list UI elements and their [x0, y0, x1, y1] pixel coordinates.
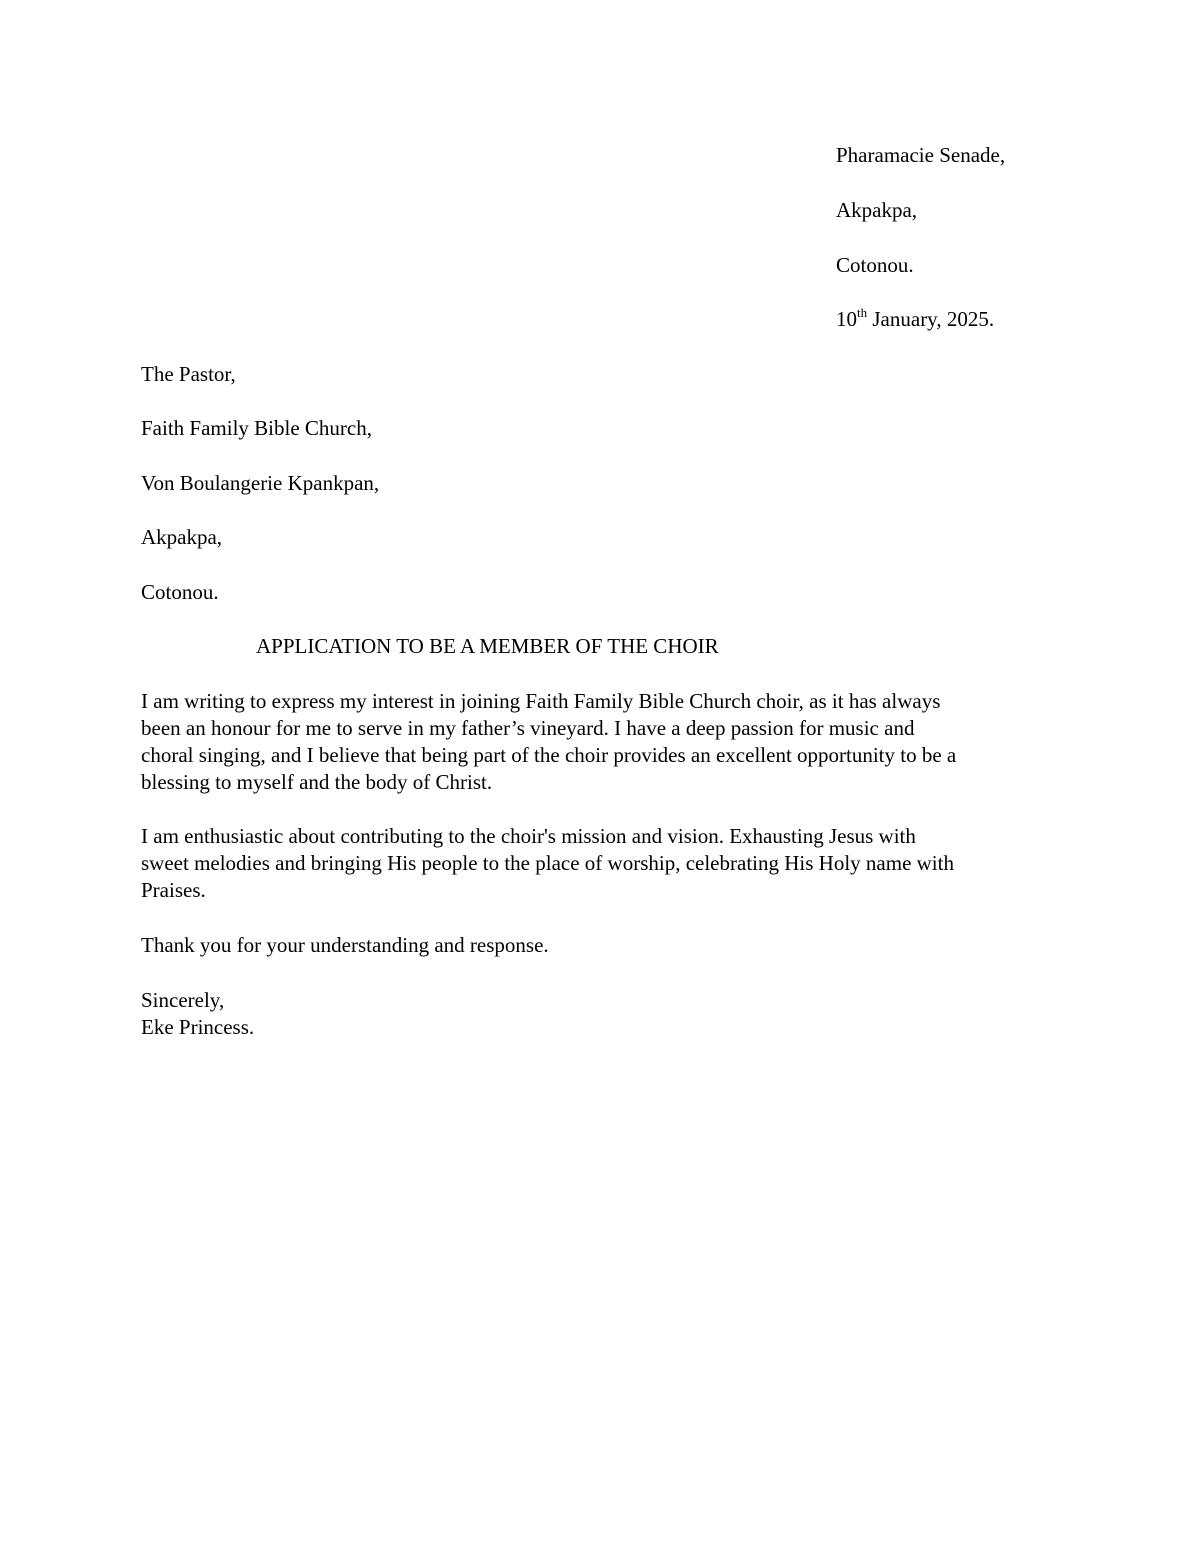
sender-city: Cotonou. — [836, 253, 914, 277]
letter-date — [836, 306, 994, 333]
letter-subject: APPLICATION TO BE A MEMBER OF THE CHOIR — [256, 634, 719, 658]
recipient-area: Akpakpa, — [141, 525, 223, 549]
paragraph-line: Praises. — [141, 878, 206, 902]
body-paragraph-3: Thank you for your understanding and response. — [141, 933, 549, 957]
body-paragraph-1 — [141, 688, 1071, 796]
recipient-city: Cotonou. — [141, 580, 219, 604]
body-paragraph-2 — [141, 823, 1071, 904]
paragraph-line: blessing to myself and the body of Christ. — [141, 770, 493, 794]
paragraph-line: I am enthusiastic about contributing to the choir's mission and vision. Exhausting Jesus with — [141, 824, 916, 848]
sender-area: Akpakpa, — [836, 198, 918, 222]
paragraph-line: been an honour for me to serve in my father’s vineyard. I have a deep passion for music and — [141, 716, 915, 740]
paragraph-line: choral singing, and I believe that being part of the choir provides an excellent opportunity to be a — [141, 743, 957, 767]
recipient-title: The Pastor, — [141, 362, 236, 386]
recipient-street: Von Boulangerie Kpankpan, — [141, 471, 380, 495]
paragraph-line: I am writing to express my interest in joining Faith Family Bible Church choir, as it has always — [141, 689, 941, 713]
date-day: 10 — [836, 307, 857, 331]
closing-salutation: Sincerely, — [141, 988, 225, 1012]
paragraph-line: sweet melodies and bringing His people to the place of worship, celebrating His Holy name with — [141, 851, 954, 875]
date-rest: January, 2025. — [867, 307, 995, 331]
recipient-church: Faith Family Bible Church, — [141, 416, 372, 440]
closing-signature: Eke Princess. — [141, 1015, 255, 1039]
date-suffix: th — [857, 305, 868, 320]
sender-name: Pharamacie Senade, — [836, 143, 1006, 167]
